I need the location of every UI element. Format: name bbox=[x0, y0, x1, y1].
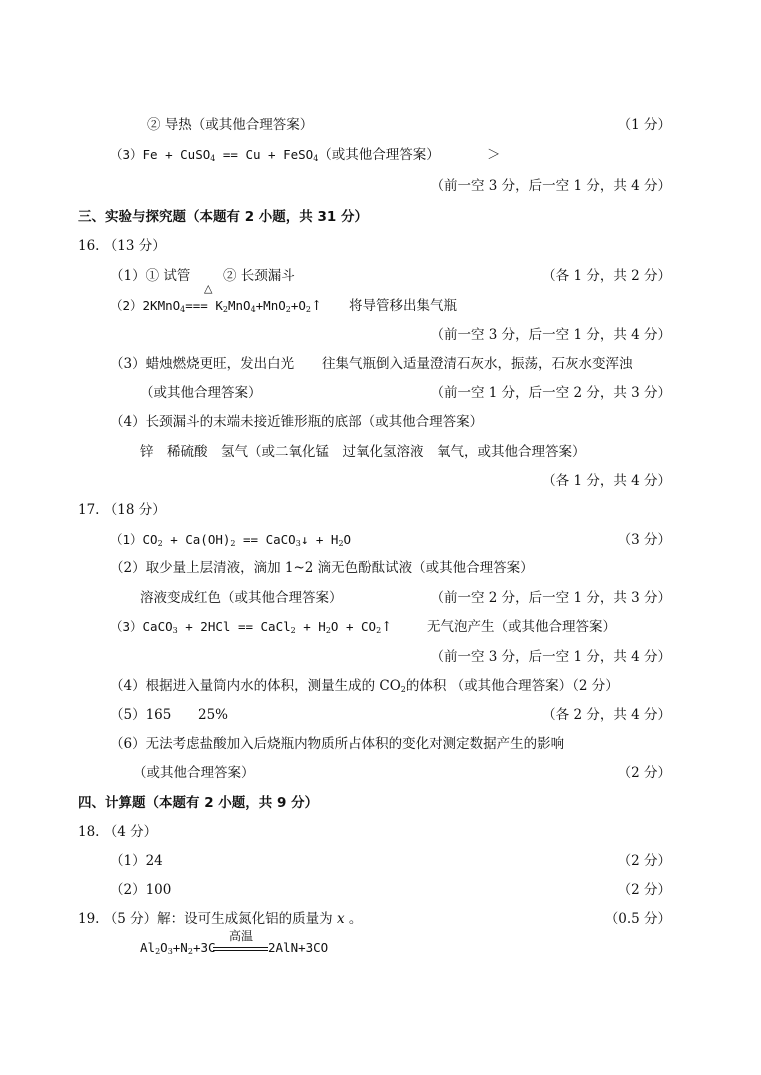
equation-text: （3）Fe + CuSO$_4$ == Cu + FeSO$_4$（或其他合理答案） bbox=[110, 147, 440, 163]
question-16-heading bbox=[0, 234, 761, 258]
answer-line-17-2 bbox=[0, 556, 761, 580]
score-line bbox=[0, 174, 761, 198]
score-line bbox=[0, 323, 761, 347]
score-label: （2 分） bbox=[617, 765, 671, 781]
score-label: （2 分） bbox=[617, 853, 671, 869]
answer-text: （4）根据进入量筒内水的体积，测量生成的 $CO_2$的体积 （或其他合理答案）（2 分） bbox=[110, 678, 619, 694]
heat-triangle-icon: △ bbox=[204, 282, 213, 295]
score-label: （前一空 3 分，后一空 1 分，共 4 分） bbox=[430, 649, 671, 665]
answer-text: 往集气瓶倒入适量澄清石灰水，振荡，石灰水变浑浊 bbox=[322, 356, 633, 372]
question-18-heading bbox=[0, 820, 761, 844]
answer-text: （3）蜡烛燃烧更旺，发出白光 bbox=[110, 356, 295, 372]
score-label: （前一空 1 分，后一空 2 分，共 3 分） bbox=[430, 385, 671, 401]
answer-text: （2）取少量上层清液，滴加 1~2 滴无色酚酞试液（或其他合理答案） bbox=[110, 560, 534, 576]
score-label: （前一空 3 分，后一空 1 分，共 4 分） bbox=[430, 178, 671, 194]
score-line bbox=[0, 645, 761, 669]
equation-line-19 bbox=[0, 929, 761, 960]
score-label: （1 分） bbox=[617, 117, 671, 133]
answer-line-16-2 bbox=[0, 282, 761, 318]
answer-line-16-1 bbox=[0, 264, 761, 288]
score-label: （前一空 2 分，后一空 1 分，共 3 分） bbox=[430, 590, 671, 606]
comparison-symbol: ＞ bbox=[487, 147, 501, 163]
equation-text: $(1)CO_2 + Ca(OH)_2$ == CaCO$_3$↓ + $H_2O$ bbox=[110, 532, 352, 548]
answer-text: 将导管移出集气瓶 bbox=[349, 298, 457, 314]
answer-line-17-5 bbox=[0, 703, 761, 727]
answer-line-16-4b bbox=[0, 440, 761, 464]
answer-line-16-4 bbox=[0, 410, 761, 434]
score-label: （0.5 分） bbox=[604, 911, 671, 927]
question-number: 16. （13 分） bbox=[78, 238, 166, 254]
answer-text: 25% bbox=[198, 707, 229, 723]
answer-line-16-3 bbox=[0, 352, 761, 376]
equation-reactants: $Al_2O_3+N_2+3C$ bbox=[140, 940, 216, 956]
answer-line-17-4 bbox=[0, 674, 761, 698]
answer-line-17-6 bbox=[0, 732, 761, 756]
answer-line-17-2b bbox=[0, 586, 761, 610]
score-line bbox=[0, 469, 761, 493]
section-title: 三、实验与探究题（本题有 2 小题，共 31 分） bbox=[78, 209, 368, 225]
reaction-double-bar bbox=[213, 947, 268, 951]
answer-line-17-1 bbox=[0, 528, 761, 552]
answer-line-18-2 bbox=[0, 878, 761, 902]
score-label: （前一空 3 分，后一空 1 分，共 4 分） bbox=[430, 327, 671, 343]
answer-line-15-3 bbox=[0, 143, 761, 167]
section-heading-4 bbox=[0, 791, 761, 815]
question-17-heading bbox=[0, 498, 761, 522]
question-number: 17. （18 分） bbox=[78, 502, 166, 518]
answer-text: ② 导热（或其他合理答案） bbox=[147, 117, 314, 133]
answer-text: （或其他合理答案） bbox=[133, 765, 255, 781]
score-label: （各 1 分，共 2 分） bbox=[542, 268, 671, 284]
equation-products: 2AlN+3CO bbox=[268, 940, 329, 955]
answer-text: ② 长颈漏斗 bbox=[223, 268, 295, 284]
question-number: 18. （4 分） bbox=[78, 824, 158, 840]
answer-line-18-1 bbox=[0, 849, 761, 873]
answer-line-16-3b bbox=[0, 381, 761, 405]
section-heading-3 bbox=[0, 205, 761, 229]
answer-text: 溶液变成红色（或其他合理答案） bbox=[140, 590, 343, 606]
answer-text: （1）① 试管 bbox=[110, 268, 191, 284]
answer-text: 19. （5 分）解：设可生成氮化铝的质量为 x 。 bbox=[78, 911, 363, 927]
score-label: （各 2 分，共 4 分） bbox=[542, 707, 671, 723]
answer-text: （6）无法考虑盐酸加入后烧瓶内物质所占体积的变化对测定数据产生的影响 bbox=[110, 736, 565, 752]
answer-text: 无气泡产生（或其他合理答案） bbox=[427, 619, 616, 635]
score-label: （各 1 分，共 4 分） bbox=[542, 473, 671, 489]
answer-line-15-2-2 bbox=[0, 113, 761, 137]
equation-text: （2）2KMnO$_4$=== $K_2MnO_4+MnO_2+O_2↑$ bbox=[110, 298, 323, 314]
reaction-condition: 高温 bbox=[229, 929, 254, 943]
equation-text: （3）CaCO$_3$ + 2HCl == CaCl$_2$ + $H_2O$ + $CO_2↑$ bbox=[110, 619, 393, 635]
score-label: （2 分） bbox=[617, 882, 671, 898]
answer-line-17-6b bbox=[0, 761, 761, 785]
answer-text: （2）100 bbox=[110, 882, 172, 898]
answer-text: （1）24 bbox=[110, 853, 163, 869]
answer-text: 锌 稀硫酸 氢气（或二氧化锰 过氧化氢溶液 氧气，或其他合理答案） bbox=[140, 444, 586, 460]
answer-text: （4）长颈漏斗的末端未接近锥形瓶的底部（或其他合理答案） bbox=[110, 414, 484, 430]
section-title: 四、计算题（本题有 2 小题，共 9 分） bbox=[78, 795, 319, 811]
answer-text: （或其他合理答案） bbox=[140, 385, 262, 401]
score-label: （3 分） bbox=[617, 532, 671, 548]
answer-text: （5）165 bbox=[110, 707, 172, 723]
question-19-heading bbox=[0, 907, 761, 931]
answer-line-17-3 bbox=[0, 615, 761, 639]
